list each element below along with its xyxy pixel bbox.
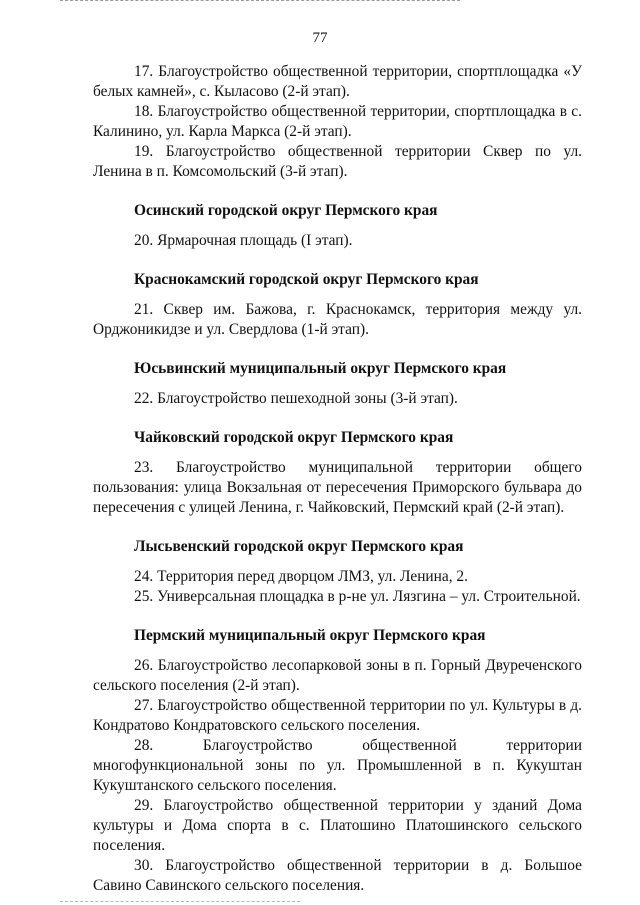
list-item-23: 23. Благоустройство муниципальной территории общего пользования: улица Вокзальная от пересечения Приморского бульвара до пересечения с улицей Ленина, г. Чайковский, Пермский край (2-й этап). <box>93 459 582 516</box>
list-item-26: 26. Благоустройство лесопарковой зоны в п. Горный Двуреченского сельского поселения (2-й этап). <box>93 657 582 694</box>
list-item-17: 17. Благоустройство общественной территории, спортплощадка «У белых камней», с. Кыласово (2-й этап). <box>93 63 582 100</box>
list-item-22: 22. Благоустройство пешеходной зоны (3-й этап). <box>134 390 458 407</box>
section-heading-yusva: Юсьвинский муниципальный округ Пермского края <box>134 360 507 377</box>
page-number: 77 <box>312 30 328 46</box>
top-edge-rule <box>60 0 460 2</box>
list-item-18: 18. Благоустройство общественной территории, спортплощадка в с. Калинино, ул. Карла Маркса (2-й этап). <box>93 103 582 140</box>
list-item-27: 27. Благоустройство общественной территории по ул. Культуры в д. Кондратово Кондратовского сельского поселения. <box>93 697 582 734</box>
document-body <box>93 62 582 896</box>
section-heading-lysva: Лысьвенский городской округ Пермского края <box>134 538 464 555</box>
section-heading-krasnokamsk: Краснокамский городской округ Пермского края <box>134 271 479 288</box>
list-item-24: 24. Территория перед дворцом ЛМЗ, ул. Ленина, 2. <box>134 568 468 585</box>
section-heading-perm: Пермский муниципальный округ Пермского края <box>134 627 486 644</box>
list-item-21: 21. Сквер им. Бажова, г. Краснокамск, территория между ул. Орджоникидзе и ул. Свердлова (1-й этап). <box>93 301 582 338</box>
list-item-28: 28. Благоустройство общественной территории многофункциональной зоны по ул. Промышленной в п. Кукуштан Кукуштанского сельского поселения. <box>93 737 582 794</box>
section-heading-osa: Осинский городской округ Пермского края <box>134 202 438 219</box>
list-item-19: 19. Благоустройство общественной территории Сквер по ул. Ленина в п. Комсомольский (3-й этап). <box>93 143 582 180</box>
list-item-20: 20. Ярмарочная площадь (I этап). <box>134 232 353 249</box>
section-heading-chaykovsky: Чайковский городской округ Пермского края <box>134 429 454 446</box>
list-item-25: 25. Универсальная площадка в р-не ул. Лязгина – ул. Строительной. <box>134 588 581 605</box>
bottom-edge-rule <box>60 901 300 903</box>
list-item-29: 29. Благоустройство общественной территории у зданий Дома культуры и Дома спорта в с. Платошино Платошинского сельского поселения. <box>93 797 582 854</box>
list-item-30: 30. Благоустройство общественной территории в д. Большое Савино Савинского сельского поселения. <box>93 857 582 894</box>
